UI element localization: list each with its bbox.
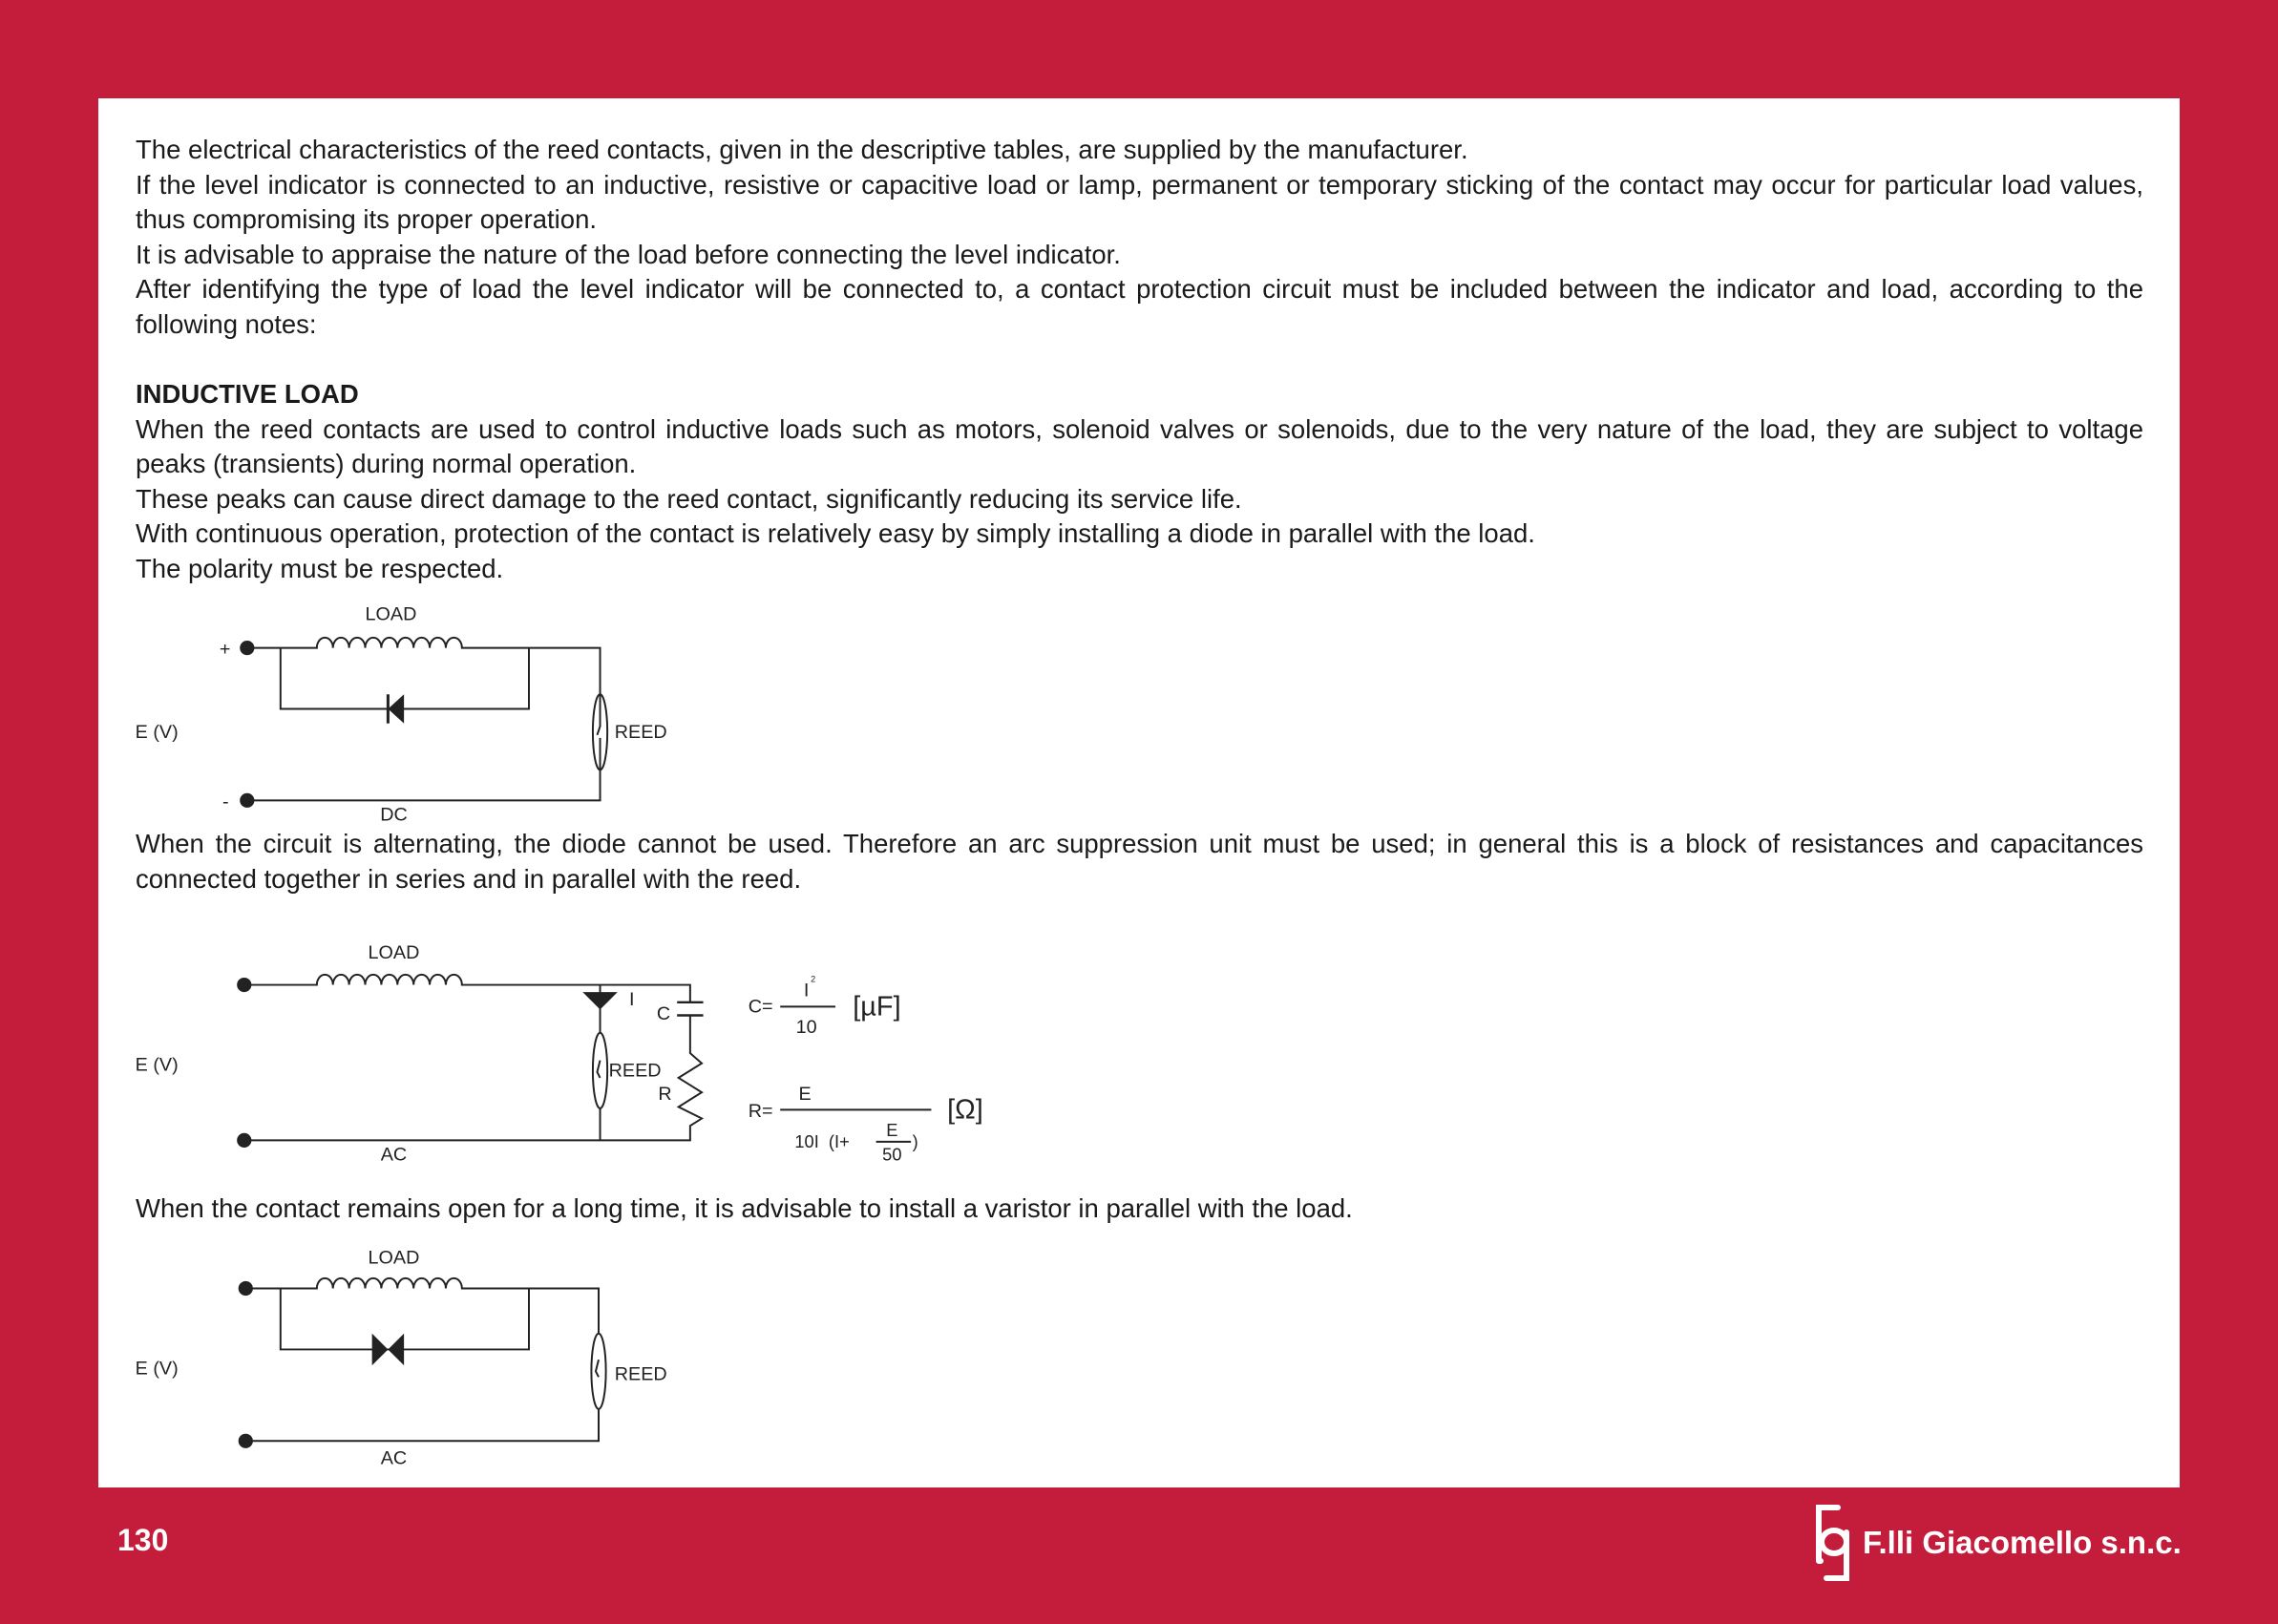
ac-label: AC bbox=[380, 1447, 408, 1469]
source-label: E (V) bbox=[135, 1358, 179, 1380]
reed-label: REED bbox=[614, 1363, 667, 1385]
formula-r-inner-numerator: E bbox=[886, 1119, 898, 1140]
source-label: E (V) bbox=[135, 721, 179, 743]
formula-c-exponent: 2 bbox=[811, 974, 816, 984]
load-label: LOAD bbox=[368, 942, 420, 964]
body-line: When the circuit is alternating, the diode cannot be used. Therefore an arc suppression unit must be used; in general this is a block of resistances and capacitances connected together in series and in parallel with the reed. bbox=[136, 829, 2143, 894]
capacitor-icon bbox=[677, 1002, 703, 1016]
body-line: These peaks can cause direct damage to the reed contact, significantly reducing its service life. bbox=[136, 483, 1242, 514]
formula-r-numerator: E bbox=[798, 1083, 812, 1105]
wire bbox=[245, 1278, 599, 1441]
dc-label: DC bbox=[380, 804, 408, 826]
reed-switch-icon bbox=[591, 1334, 605, 1409]
formula-c-lhs: C= bbox=[748, 996, 773, 1018]
formula-c-numerator: I bbox=[803, 980, 810, 1002]
formula-r-unit: [Ω] bbox=[947, 1094, 983, 1126]
body-line: With continuous operation, protection of the contact is relatively easy by simply installing a diode in parallel with the load. bbox=[136, 518, 1535, 549]
formula-c-unit: [µF] bbox=[853, 991, 901, 1023]
wire bbox=[247, 638, 601, 800]
load-label: LOAD bbox=[368, 1247, 420, 1269]
diode-icon bbox=[582, 992, 618, 1009]
wire bbox=[281, 648, 529, 709]
source-label: E (V) bbox=[135, 1054, 179, 1076]
diode-icon bbox=[388, 694, 404, 723]
ac-varistor-circuit bbox=[136, 1248, 667, 1469]
load-label: LOAD bbox=[365, 603, 417, 625]
fg-logo-icon bbox=[1809, 1504, 1855, 1582]
formula-r-lhs: R= bbox=[748, 1101, 773, 1123]
reed-switch-icon bbox=[593, 1033, 607, 1108]
capacitor-label: C bbox=[656, 1003, 671, 1025]
reed-label: REED bbox=[614, 721, 667, 743]
body-line: The polarity must be respected. bbox=[136, 553, 504, 583]
current-label: I bbox=[628, 988, 635, 1010]
intro-line: The electrical characteristics of the reed contacts, given in the descriptive tables, are supplied by the manufacturer. bbox=[136, 135, 1468, 164]
body-line: When the reed contacts are used to control inductive loads such as motors, solenoid valves or solenoids, due to the very nature of the load, they are subject to voltage peaks (transients) during normal operation. bbox=[136, 413, 2143, 479]
reed-label: REED bbox=[608, 1060, 662, 1082]
page-number: 130 bbox=[117, 1523, 169, 1557]
ac-rc-circuit bbox=[136, 942, 983, 1165]
minus-label: - bbox=[221, 791, 229, 812]
brand-name: F.lli Giacomello s.n.c. bbox=[1863, 1525, 2182, 1560]
ac-label: AC bbox=[380, 1144, 408, 1166]
body-line: When the contact remains open for a long time, it is advisable to install a varistor in parallel with the load. bbox=[136, 1193, 1353, 1223]
formula-r-inner-denominator: 50 bbox=[882, 1144, 902, 1165]
section-heading: INDUCTIVE LOAD bbox=[136, 379, 359, 409]
dc-diode-circuit bbox=[136, 604, 667, 826]
resistor-label: R bbox=[658, 1083, 672, 1105]
formula-r-close-paren: ) bbox=[912, 1130, 918, 1151]
plus-label: + bbox=[219, 639, 231, 661]
varistor-icon bbox=[372, 1334, 389, 1365]
formula-r-denominator: 10I (I+ bbox=[794, 1130, 850, 1151]
formula-c-denominator: 10 bbox=[795, 1016, 817, 1038]
brand-logo bbox=[1809, 1504, 2182, 1582]
intro-line: If the level indicator is connected to an inductive, resistive or capacitive load or lamp, permanent or temporary sticking of the contact may occur for particular load values, thus compromising its proper operation. bbox=[136, 169, 2143, 235]
intro-line: It is advisable to appraise the nature of the load before connecting the level indicator. bbox=[136, 239, 1121, 269]
intro-line: After identifying the type of load the level indicator will be connected to, a contact protection circuit must be included between the indicator and load, according to the following notes: bbox=[136, 274, 2143, 339]
